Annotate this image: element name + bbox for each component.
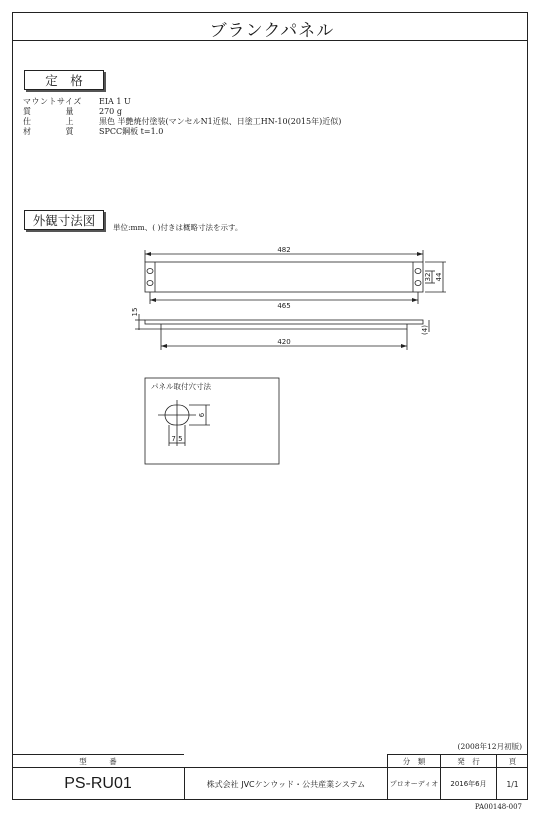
dim-label-482: 482 xyxy=(277,246,291,254)
spec-value: 黒色 半艶焼付塗装(マンセルN1近似、日塗工HN-10(2015年)近似) xyxy=(99,117,342,126)
dim-label-465: 465 xyxy=(277,302,291,310)
dim-label-4: (4) xyxy=(421,325,429,335)
title-divider xyxy=(12,40,528,41)
spec-label: 材 質 xyxy=(23,127,74,136)
mount-hole xyxy=(415,269,421,274)
spec-label: 質 量 xyxy=(23,107,74,116)
category-value: プロオーディオ xyxy=(387,767,440,800)
hole-detail-label: パネル取付穴寸法 xyxy=(151,382,211,391)
panel-top-outline xyxy=(145,320,423,324)
document-number: PA00148-007 xyxy=(474,803,522,811)
mount-hole xyxy=(147,281,153,286)
issue-date: 2016年6月 xyxy=(440,767,496,800)
panel-return-flange xyxy=(161,324,407,329)
spec-list xyxy=(23,97,341,137)
spec-row xyxy=(23,117,341,127)
spec-row xyxy=(23,107,341,117)
page-title: ブランクパネル xyxy=(209,21,335,41)
dim-label-6: 6 xyxy=(198,412,206,418)
spec-label: マウントサイズ xyxy=(23,97,82,106)
dim-label-420: 420 xyxy=(277,338,291,346)
spec-value: EIA 1 U xyxy=(99,97,131,106)
dimension-section-heading: 外観寸法図 xyxy=(24,210,104,230)
edition-note: (2008年12月初版) xyxy=(457,742,522,751)
issue-header: 発 行 xyxy=(440,754,496,767)
category-header: 分 類 xyxy=(387,754,440,767)
page-number: 1/1 xyxy=(496,767,528,800)
dim-label-7-5: 7.5 xyxy=(171,435,183,443)
dim-label-32: 32 xyxy=(424,272,432,282)
spec-value: 270 g xyxy=(99,107,122,116)
page-header: 頁 xyxy=(496,754,528,767)
panel-front-outline xyxy=(145,262,423,292)
unit-note: 単位:mm、( )付きは概略寸法を示す。 xyxy=(113,223,243,232)
mount-hole xyxy=(147,269,153,274)
spec-label: 仕 上 xyxy=(23,117,74,126)
company-name: 株式会社 JVCケンウッド・公共産業システム xyxy=(184,767,387,800)
spec-value: SPCC鋼板 t=1.0 xyxy=(99,127,164,136)
model-header: 型 番 xyxy=(12,754,184,767)
mount-hole xyxy=(415,281,421,286)
spec-row xyxy=(23,97,341,107)
dim-label-44: 44 xyxy=(435,272,443,282)
dim-label-15: 15 xyxy=(131,307,139,317)
model-number: PS-RU01 xyxy=(12,767,184,800)
dimension-drawing xyxy=(0,240,544,720)
spec-row xyxy=(23,127,341,137)
title-block xyxy=(12,754,528,800)
spec-section-heading: 定 格 xyxy=(24,70,104,90)
